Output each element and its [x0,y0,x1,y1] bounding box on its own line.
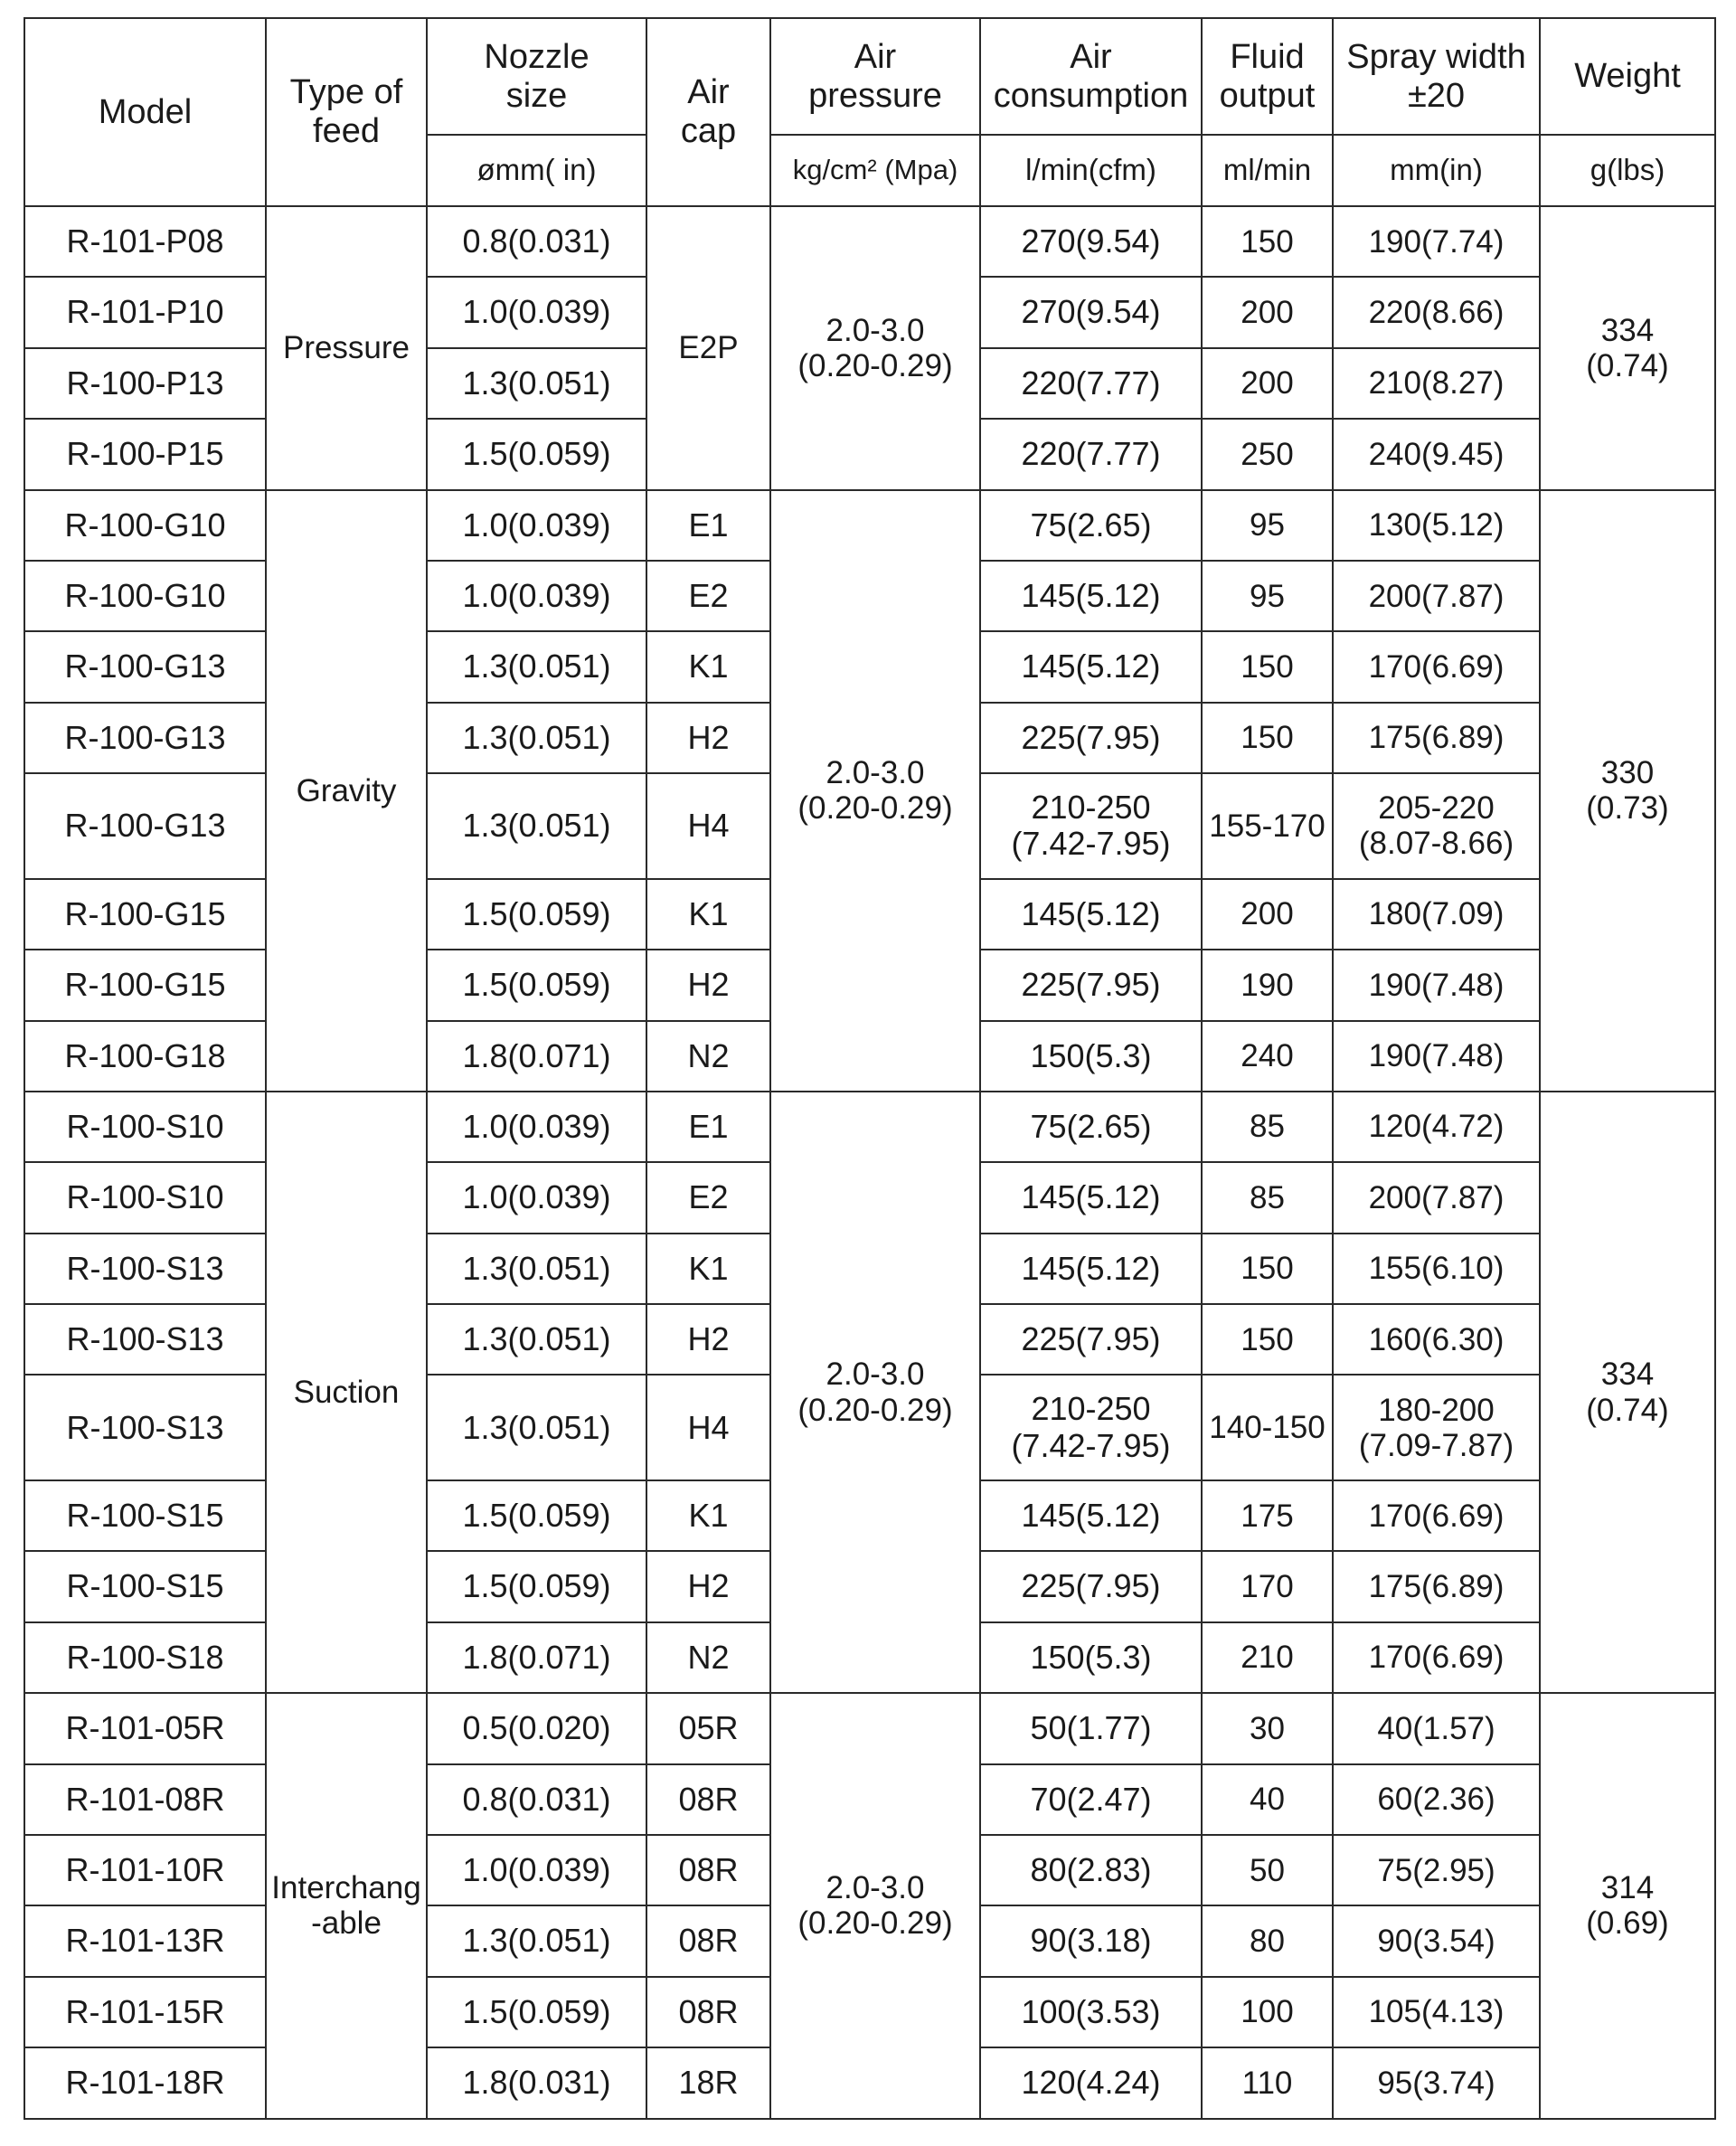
air-cap-cell: 08R [646,1977,770,2047]
fluid-output-cell: 150 [1202,206,1333,277]
model-cell: R-101-08R [24,1764,266,1835]
nozzle-size-cell: 1.5(0.059) [427,1480,646,1551]
nozzle-size-cell: 1.3(0.051) [427,1234,646,1304]
fluid-output-cell: 150 [1202,631,1333,702]
nozzle-size-cell: 1.0(0.039) [427,1092,646,1162]
air-pressure-line: (0.20-0.29) [797,347,953,383]
model-cell: R-100-G13 [24,631,266,702]
spray-width-cell [1333,1234,1540,1304]
air-consumption-line: 70(2.47) [1030,1780,1152,1818]
fluid-output-cell: 240 [1202,1021,1333,1092]
model-cell: R-100-S13 [24,1304,266,1375]
model-cell: R-100-G15 [24,950,266,1020]
model-cell: R-101-P10 [24,277,266,347]
spray-width-line: 210(8.27) [1368,365,1505,402]
nozzle-size-cell: 1.5(0.059) [427,879,646,950]
spray-width-cell [1333,1021,1540,1092]
air-consumption-line: 210-250 [1031,1390,1151,1428]
air-pressure-cell [770,1092,980,1693]
model-cell: R-100-P13 [24,348,266,419]
air-consumption-line: 80(2.83) [1030,1851,1152,1889]
model-cell: R-101-10R [24,1835,266,1905]
spray-width-cell [1333,879,1540,950]
air-consumption-cell [980,1162,1202,1233]
air-consumption-line: 145(5.12) [1021,648,1161,685]
fluid-output-cell: 85 [1202,1162,1333,1233]
air-cap-cell: 08R [646,1905,770,1976]
fluid-output-cell: 95 [1202,561,1333,631]
feed-type-cell [266,490,427,1092]
fluid-output-cell: 200 [1202,879,1333,950]
unit-spray-label: mm(in) [1390,153,1483,187]
spray-width-line: 200(7.87) [1368,578,1505,614]
air-consumption-line: 100(3.53) [1021,1992,1161,2030]
air-pressure-line: 2.0-3.0 [826,312,925,348]
spray-width-line: 90(3.54) [1377,1923,1495,1959]
unit-pressure-label: kg/cm² (Mpa) [792,154,958,186]
spray-width-line: 105(4.13) [1368,1994,1505,2030]
air-consumption-line: 210-250 [1031,789,1151,827]
air-consumption-cell [980,773,1202,879]
air-pressure-line: 2.0-3.0 [826,755,925,791]
spray-width-line: 60(2.36) [1377,1782,1495,1818]
spray-width-cell [1333,773,1540,879]
spray-width-line: 190(7.48) [1368,967,1505,1003]
air-consumption-cell [980,1234,1202,1304]
fluid-output-cell: 150 [1202,703,1333,773]
fluid-output-cell: 30 [1202,1693,1333,1763]
weight-cell [1540,1693,1715,2118]
air-consumption-line: 145(5.12) [1021,894,1161,932]
spray-width-cell [1333,206,1540,277]
model-cell: R-101-P08 [24,206,266,277]
header-consumption-line1: Air [1070,37,1112,76]
weight-cell [1540,490,1715,1092]
air-consumption-cell [980,277,1202,347]
air-consumption-cell [980,1304,1202,1375]
air-cap-cell: N2 [646,1021,770,1092]
header-cap-line1: Air [687,73,730,112]
air-consumption-line: 120(4.24) [1021,2064,1161,2102]
fluid-output-cell: 250 [1202,419,1333,489]
air-cap-cell: K1 [646,1234,770,1304]
fluid-output-cell: 170 [1202,1551,1333,1621]
nozzle-size-cell: 1.8(0.071) [427,1622,646,1693]
spray-width-cell [1333,490,1540,561]
air-consumption-cell [980,1375,1202,1480]
fluid-output-cell: 175 [1202,1480,1333,1551]
air-consumption-line: (7.42-7.95) [1011,825,1171,863]
spray-width-line: 190(7.74) [1368,223,1505,260]
air-consumption-cell [980,561,1202,631]
air-consumption-cell [980,1905,1202,1976]
air-cap-cell: E2 [646,561,770,631]
nozzle-size-cell: 1.3(0.051) [427,348,646,419]
nozzle-size-cell: 1.0(0.039) [427,1835,646,1905]
weight-line: 314 [1600,1870,1655,1906]
feed-type-line: Gravity [296,772,397,808]
header-cap-line2: cap [680,112,737,150]
model-cell: R-100-S15 [24,1480,266,1551]
spray-width-cell [1333,419,1540,489]
header-fluid-line2: output [1219,76,1316,115]
nozzle-size-cell: 0.5(0.020) [427,1693,646,1763]
air-cap-cell: H2 [646,703,770,773]
air-cap-cell: H2 [646,950,770,1020]
model-cell: R-101-18R [24,2047,266,2118]
spray-width-line: 40(1.57) [1377,1710,1495,1746]
nozzle-size-cell: 1.5(0.059) [427,1551,646,1621]
model-cell: R-101-13R [24,1905,266,1976]
unit-weight [1540,135,1715,206]
header-air-consumption [980,18,1202,135]
air-consumption-line: 225(7.95) [1021,966,1161,1004]
model-cell: R-100-P15 [24,419,266,489]
nozzle-size-cell: 1.3(0.051) [427,1375,646,1480]
air-pressure-cell [770,1693,980,2118]
header-feed-line1: Type of [289,73,403,112]
nozzle-size-cell: 1.5(0.059) [427,1977,646,2047]
air-pressure-cell [770,206,980,490]
model-cell: R-101-15R [24,1977,266,2047]
unit-nozzle-size [427,135,646,206]
nozzle-size-cell: 1.0(0.039) [427,490,646,561]
spray-width-cell [1333,1835,1540,1905]
air-cap-cell: N2 [646,1622,770,1693]
weight-cell [1540,206,1715,490]
spray-width-line: 120(4.72) [1368,1109,1505,1145]
weight-cell [1540,1092,1715,1693]
header-weight-label: Weight [1574,57,1681,96]
model-cell: R-100-S10 [24,1162,266,1233]
header-air-pressure [770,18,980,135]
model-cell: R-100-S13 [24,1375,266,1480]
spray-width-cell [1333,1551,1540,1621]
fluid-output-cell: 50 [1202,1835,1333,1905]
air-consumption-cell [980,703,1202,773]
fluid-output-cell: 155-170 [1202,773,1333,879]
model-cell: R-100-G10 [24,490,266,561]
air-consumption-line: 225(7.95) [1021,1320,1161,1358]
spray-width-cell [1333,1693,1540,1763]
spray-width-cell [1333,631,1540,702]
spray-width-cell [1333,2047,1540,2118]
weight-line: 330 [1600,755,1655,791]
air-consumption-line: 150(5.3) [1030,1036,1152,1074]
unit-consumption-label: l/min(cfm) [1025,153,1156,187]
nozzle-size-cell: 1.0(0.039) [427,1162,646,1233]
nozzle-size-cell: 1.3(0.051) [427,1905,646,1976]
air-consumption-line: 145(5.12) [1021,1497,1161,1535]
spray-width-line: (8.07-8.66) [1358,826,1514,862]
weight-line: (0.74) [1586,347,1669,383]
spray-width-line: 180(7.09) [1368,896,1505,932]
weight-line: 334 [1600,312,1655,348]
fluid-output-cell: 110 [1202,2047,1333,2118]
fluid-output-cell: 150 [1202,1304,1333,1375]
header-pressure-line2: pressure [808,76,942,115]
air-consumption-cell [980,206,1202,277]
nozzle-size-cell: 1.0(0.039) [427,561,646,631]
model-cell: R-100-G13 [24,703,266,773]
air-pressure-line: (0.20-0.29) [797,1392,953,1428]
nozzle-size-cell: 1.3(0.051) [427,773,646,879]
spray-width-cell [1333,703,1540,773]
header-nozzle-line2: size [505,76,568,115]
weight-line: 334 [1600,1357,1655,1393]
unit-air-consumption [980,135,1202,206]
air-consumption-line: 145(5.12) [1021,576,1161,614]
nozzle-size-cell: 0.8(0.031) [427,1764,646,1835]
spray-width-line: 155(6.10) [1368,1251,1505,1287]
air-consumption-line: 220(7.77) [1021,435,1161,473]
fluid-output-cell: 85 [1202,1092,1333,1162]
spray-width-line: (7.09-7.87) [1358,1427,1514,1463]
air-consumption-line: 75(2.65) [1030,1107,1152,1145]
nozzle-size-cell: 1.3(0.051) [427,631,646,702]
spray-gun-spec-table [24,17,1716,2120]
fluid-output-cell: 200 [1202,277,1333,347]
air-cap-cell: K1 [646,879,770,950]
feed-type-line: -able [311,1905,382,1942]
spray-width-line: 95(3.74) [1377,2065,1495,2101]
spec-table-container [24,17,1716,2120]
header-model [24,18,266,206]
air-consumption-line: 145(5.12) [1021,1249,1161,1287]
spray-width-line: 130(5.12) [1368,507,1505,544]
spray-width-line: 205-220 [1378,790,1495,827]
air-pressure-line: (0.20-0.29) [797,790,953,827]
air-consumption-cell [980,2047,1202,2118]
weight-line: (0.74) [1586,1392,1669,1428]
table-row [24,206,1715,277]
feed-type-line: Pressure [282,330,410,366]
unit-fluid-output [1202,135,1333,206]
model-cell: R-100-S18 [24,1622,266,1693]
air-cap-cell: K1 [646,631,770,702]
air-consumption-line: 225(7.95) [1021,718,1161,756]
spray-width-line: 220(8.66) [1368,294,1505,330]
air-pressure-line: 2.0-3.0 [826,1357,925,1393]
spray-width-line: 175(6.89) [1368,720,1505,756]
feed-type-line: Suction [293,1374,400,1410]
air-consumption-line: (7.42-7.95) [1011,1426,1171,1464]
unit-air-pressure [770,135,980,206]
spray-width-cell [1333,1905,1540,1976]
spray-width-cell [1333,1977,1540,2047]
air-consumption-cell [980,1551,1202,1621]
unit-spray-width [1333,135,1540,206]
air-consumption-line: 50(1.77) [1030,1709,1152,1747]
spray-width-line: 170(6.69) [1368,1640,1505,1676]
header-spray-line2: ±20 [1407,76,1466,115]
feed-type-cell [266,1092,427,1693]
fluid-output-cell: 80 [1202,1905,1333,1976]
header-air-cap [646,18,770,206]
fluid-output-cell: 100 [1202,1977,1333,2047]
fluid-output-cell: 140-150 [1202,1375,1333,1480]
spray-width-line: 180-200 [1378,1392,1495,1428]
air-consumption-line: 75(2.65) [1030,506,1152,544]
air-consumption-line: 90(3.18) [1030,1922,1152,1960]
air-cap-cell: E1 [646,490,770,561]
spray-width-line: 170(6.69) [1368,648,1505,685]
spray-width-cell [1333,950,1540,1020]
feed-type-cell [266,206,427,490]
table-row [24,1693,1715,1763]
spray-width-cell [1333,1480,1540,1551]
spray-width-line: 175(6.89) [1368,1569,1505,1605]
header-type-of-feed [266,18,427,206]
spray-width-cell [1333,1375,1540,1480]
model-cell: R-100-G10 [24,561,266,631]
spray-width-cell [1333,1622,1540,1693]
air-pressure-cell [770,490,980,1092]
air-consumption-line: 225(7.95) [1021,1567,1161,1605]
nozzle-size-cell: 1.3(0.051) [427,703,646,773]
header-spray-width [1333,18,1540,135]
fluid-output-cell: 40 [1202,1764,1333,1835]
air-consumption-cell [980,1092,1202,1162]
air-consumption-line: 270(9.54) [1021,222,1161,260]
air-consumption-cell [980,348,1202,419]
table-row [24,490,1715,561]
header-fluid-output [1202,18,1333,135]
header-nozzle-line1: Nozzle [484,37,590,76]
spray-width-cell [1333,348,1540,419]
model-cell: R-100-S13 [24,1234,266,1304]
air-cap-cell: H4 [646,773,770,879]
air-consumption-cell [980,1021,1202,1092]
air-consumption-cell [980,1622,1202,1693]
spray-width-cell [1333,1162,1540,1233]
spray-width-line: 75(2.95) [1377,1852,1495,1888]
air-consumption-cell [980,631,1202,702]
model-cell: R-100-S10 [24,1092,266,1162]
nozzle-size-cell: 0.8(0.031) [427,206,646,277]
nozzle-size-cell: 1.5(0.059) [427,950,646,1020]
header-spray-line1: Spray width [1346,37,1526,76]
air-pressure-line: (0.20-0.29) [797,1905,953,1942]
model-cell: R-100-G18 [24,1021,266,1092]
air-consumption-line: 220(7.77) [1021,364,1161,402]
air-consumption-line: 150(5.3) [1030,1638,1152,1676]
spec-table-body [24,206,1715,2119]
weight-line: (0.73) [1586,790,1669,827]
air-cap-cell: 18R [646,2047,770,2118]
nozzle-size-cell: 1.3(0.051) [427,1304,646,1375]
header-consumption-line2: consumption [993,76,1189,115]
weight-line: (0.69) [1586,1905,1669,1942]
spray-width-line: 190(7.48) [1368,1038,1505,1074]
spray-width-line: 170(6.69) [1368,1498,1505,1534]
spray-width-cell [1333,1764,1540,1835]
unit-weight-label: g(lbs) [1590,153,1665,187]
air-cap-cell: E1 [646,1092,770,1162]
air-cap-cell: K1 [646,1480,770,1551]
air-cap-cell: H2 [646,1551,770,1621]
fluid-output-cell: 150 [1202,1234,1333,1304]
fluid-output-cell: 95 [1202,490,1333,561]
air-consumption-line: 270(9.54) [1021,293,1161,331]
air-cap-cell: 08R [646,1764,770,1835]
air-consumption-cell [980,419,1202,489]
air-consumption-line: 145(5.12) [1021,1178,1161,1216]
air-cap-cell: 08R [646,1835,770,1905]
spray-width-line: 160(6.30) [1368,1321,1505,1357]
air-cap-cell: H2 [646,1304,770,1375]
unit-fluid-label: ml/min [1222,153,1312,187]
model-cell: R-100-G13 [24,773,266,879]
spray-width-cell [1333,1304,1540,1375]
spray-width-line: 200(7.87) [1368,1179,1505,1215]
air-consumption-cell [980,1764,1202,1835]
spray-width-cell [1333,1092,1540,1162]
nozzle-size-cell: 1.8(0.071) [427,1021,646,1092]
air-pressure-line: 2.0-3.0 [826,1870,925,1906]
model-cell: R-100-G15 [24,879,266,950]
header-feed-line2: feed [313,112,380,150]
fluid-output-cell: 210 [1202,1622,1333,1693]
air-cap-cell: 05R [646,1693,770,1763]
air-consumption-cell [980,1480,1202,1551]
spray-width-cell [1333,561,1540,631]
air-consumption-cell [980,1835,1202,1905]
nozzle-size-cell: 1.0(0.039) [427,277,646,347]
header-model-label: Model [98,92,193,131]
model-cell: R-100-S15 [24,1551,266,1621]
air-consumption-cell [980,950,1202,1020]
air-cap-cell: E2P [646,206,770,490]
air-cap-cell: H4 [646,1375,770,1480]
air-consumption-cell [980,1693,1202,1763]
spray-width-cell [1333,277,1540,347]
fluid-output-cell: 200 [1202,348,1333,419]
air-consumption-cell [980,490,1202,561]
nozzle-size-cell: 1.5(0.059) [427,419,646,489]
model-cell: R-101-05R [24,1693,266,1763]
header-pressure-line1: Air [854,37,897,76]
fluid-output-cell: 190 [1202,950,1333,1020]
air-consumption-cell [980,879,1202,950]
air-consumption-cell [980,1977,1202,2047]
header-fluid-line1: Fluid [1230,37,1305,76]
air-cap-cell: E2 [646,1162,770,1233]
feed-type-cell [266,1693,427,2118]
feed-type-line: Interchang [271,1870,421,1906]
nozzle-size-cell: 1.8(0.031) [427,2047,646,2118]
header-weight [1540,18,1715,135]
spray-width-line: 240(9.45) [1368,436,1505,472]
header-nozzle-size [427,18,646,135]
unit-nozzle-label: ømm( in) [476,153,597,187]
table-row [24,1092,1715,1162]
